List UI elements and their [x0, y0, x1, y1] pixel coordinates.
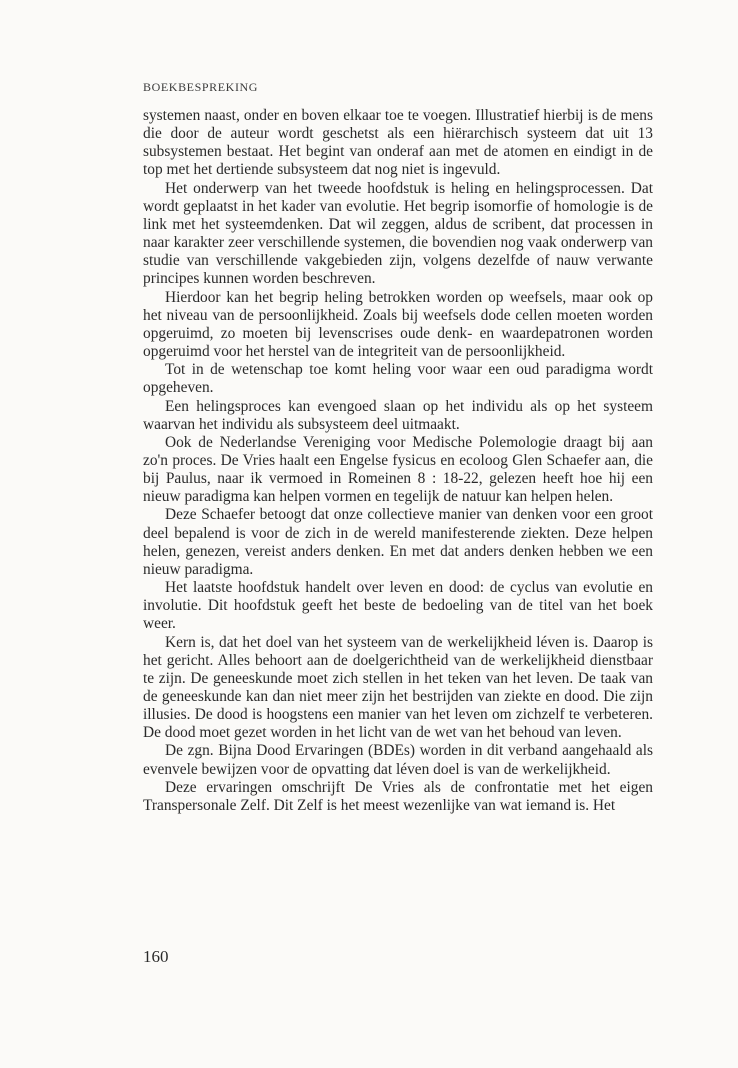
- paragraph: Ook de Nederlandse Vereniging voor Medische Polemologie draagt bij aan zo'n proces. De Vries haalt een Engelse fysicus en ecoloog Glen Schaefer aan, die bij Paulus, naar ik vermoed in Romeinen 8 : 18-22, gelezen heeft hoe hij een nieuw paradigma kan helpen vormen en tegelijk de natuur kan helpen helen.: [143, 433, 653, 506]
- running-head: BOEKBESPREKING: [143, 80, 259, 94]
- paragraph: Deze Schaefer betoogt dat onze collectieve manier van denken voor een groot deel bepalend is voor de zich in de wereld manifesterende ziekten. Deze helpen helen, genezen, vereist anders denken. En met dat anders denken hebben we een nieuw paradigma.: [143, 506, 653, 578]
- page-number: 160: [143, 947, 169, 966]
- body-text: [143, 107, 653, 815]
- paragraph: Tot in de wetenschap toe komt heling voor waar een oud paradigma wordt opgeheven.: [143, 361, 653, 397]
- paragraph: De zgn. Bijna Dood Ervaringen (BDEs) worden in dit verband aangehaald als evenvele bewijzen voor de opvatting dat léven doel is van de werkelijkheid.: [143, 742, 653, 778]
- paragraph: Deze ervaringen omschrijft De Vries als de confrontatie met het eigen Transpersonale Zelf. Dit Zelf is het meest wezenlijke van wat iemand is. Het: [143, 778, 653, 814]
- paragraph: systemen naast, onder en boven elkaar toe te voegen. Illustratief hierbij is de mens die door de auteur wordt geschetst als een hiërarchisch systeem dat uit 13 subsystemen bestaat. Het begint van onderaf aan met de atomen en eindigt in de top met het dertiende subsysteem dat nog niet is ingevuld.: [143, 107, 653, 179]
- paragraph: Kern is, dat het doel van het systeem van de werkelijkheid léven is. Daarop is het gericht. Alles behoort aan de doelgerichtheid van de werkelijkheid dienstbaar te zijn. De geneeskunde moet zich stellen in het teken van het leven. De taak van de geneeskunde kan dan niet meer zijn het bestrijden van ziekte en dood. Die zijn illusies. De dood is hoogstens een manier van het leven om zichzelf te verbeteren. De dood moet gezet worden in het licht van de wet van het behoud van leven.: [143, 633, 653, 742]
- paragraph: Hierdoor kan het begrip heling betrokken worden op weefsels, maar ook op het niveau van de persoonlijkheid. Zoals bij weefsels dode cellen moeten worden opgeruimd, zo moeten bij levenscrises oude denk- en waardepatronen worden opgeruimd voor het herstel van de integriteit van de persoonlijkheid.: [143, 288, 653, 361]
- paragraph: Een helingsproces kan evengoed slaan op het individu als op het systeem waarvan het individu als subsysteem deel uitmaakt.: [143, 397, 653, 433]
- paragraph: Het laatste hoofdstuk handelt over leven en dood: de cyclus van evolutie en involutie. Dit hoofdstuk geeft het beste de bedoeling van de titel van het boek weer.: [143, 579, 653, 633]
- paragraph: Het onderwerp van het tweede hoofdstuk is heling en helingsprocessen. Dat wordt geplaatst in het kader van evolutie. Het begrip isomorfie of homologie is de link met het systeemdenken. Dat wil zeggen, aldus de scribent, dat processen in naar karakter zeer verschillende systemen, die bovendien nog vaak onderwerp van studie van verschillende vakgebieden zijn, volgens dezelfde of nauw verwante principes kunnen worden beschreven.: [143, 179, 653, 288]
